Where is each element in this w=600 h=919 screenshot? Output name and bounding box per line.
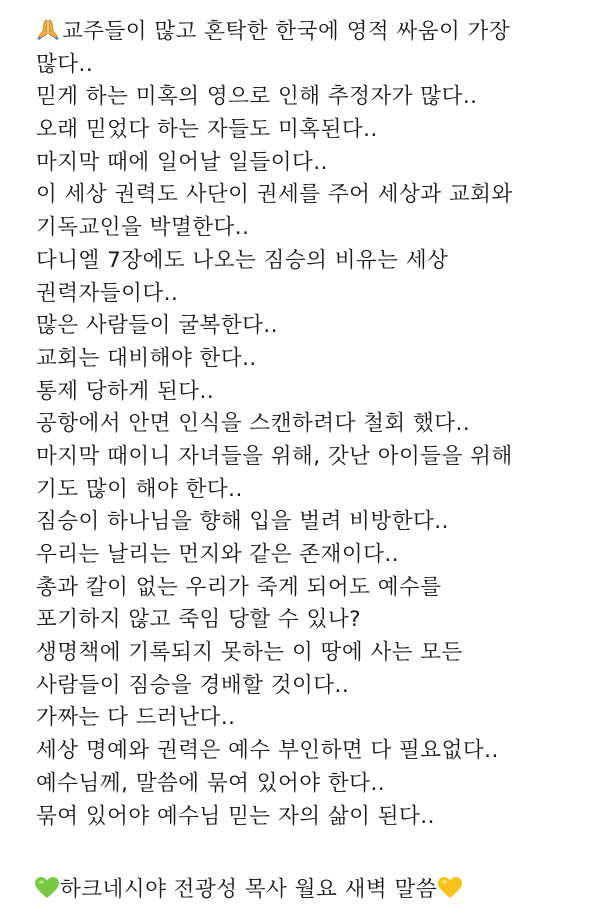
note-line: 공항에서 안면 인식을 스캔하려다 철회 했다.. <box>36 411 471 437</box>
note-line: 권력자들이다.. <box>36 280 179 306</box>
green-heart-icon <box>34 876 60 900</box>
note-line: 포기하지 않고 죽임 당할 수 있나? <box>36 607 362 633</box>
note-line: 가짜는 다 드러난다.. <box>36 705 236 731</box>
note-line: 많은 사람들이 굴복한다.. <box>36 313 279 339</box>
notes-lines <box>36 49 578 834</box>
note-line: 교회는 대비해야 한다.. <box>36 345 257 371</box>
note-line: 마지막 때이니 자녀들을 위해, 갓난 아이들을 위해 <box>36 443 513 469</box>
yellow-heart-icon <box>437 876 463 900</box>
note-line: 묶여 있어야 예수님 믿는 자의 삶이 된다.. <box>36 803 435 829</box>
note-line: 생명책에 기록되지 못하는 이 땅에 사는 모든 <box>36 640 463 666</box>
note-line: 예수님께, 말씀에 묶여 있어야 한다.. <box>36 770 386 796</box>
note-line: 통제 당하게 된다.. <box>36 378 215 404</box>
note-line: 기독교인을 박멸한다.. <box>36 215 250 241</box>
note-line: 우리는 날리는 먼지와 같은 존재이다.. <box>36 542 400 567</box>
note-line: 마지막 때에 일어날 일들이다.. <box>36 149 328 175</box>
note-line: 많다.. <box>36 51 94 77</box>
note-line: 사람들이 짐승을 경배할 것이다.. <box>36 672 350 698</box>
note-line: 짐승이 하나님을 향해 입을 벌려 비방한다.. <box>36 509 449 535</box>
note-line: 세상 명예와 권력은 예수 부인하면 다 필요없다.. <box>36 738 499 764</box>
note-line: 이 세상 권력도 사단이 권세를 주어 세상과 교회와 <box>36 182 513 208</box>
signature-text: 하크네시야 전광성 목사 월요 새벽 말씀 <box>60 877 437 902</box>
first-line <box>36 16 578 49</box>
sermon-notes <box>36 16 578 833</box>
folded-hands-icon <box>36 17 60 52</box>
signature-line <box>34 872 463 903</box>
first-line-text: 교주들이 많고 혼탁한 한국에 영적 싸움이 가장 <box>62 19 511 44</box>
note-line: 믿게 하는 미혹의 영으로 인해 추정자가 많다.. <box>36 84 478 110</box>
note-line: 다니엘 7장에도 나오는 짐승의 비유는 세상 <box>36 247 449 273</box>
note-line: 오래 믿었다 하는 자들도 미혹된다.. <box>36 117 378 143</box>
note-line: 총과 칼이 없는 우리가 죽게 되어도 예수를 <box>36 574 442 600</box>
note-line: 기도 많이 해야 한다.. <box>36 476 243 502</box>
